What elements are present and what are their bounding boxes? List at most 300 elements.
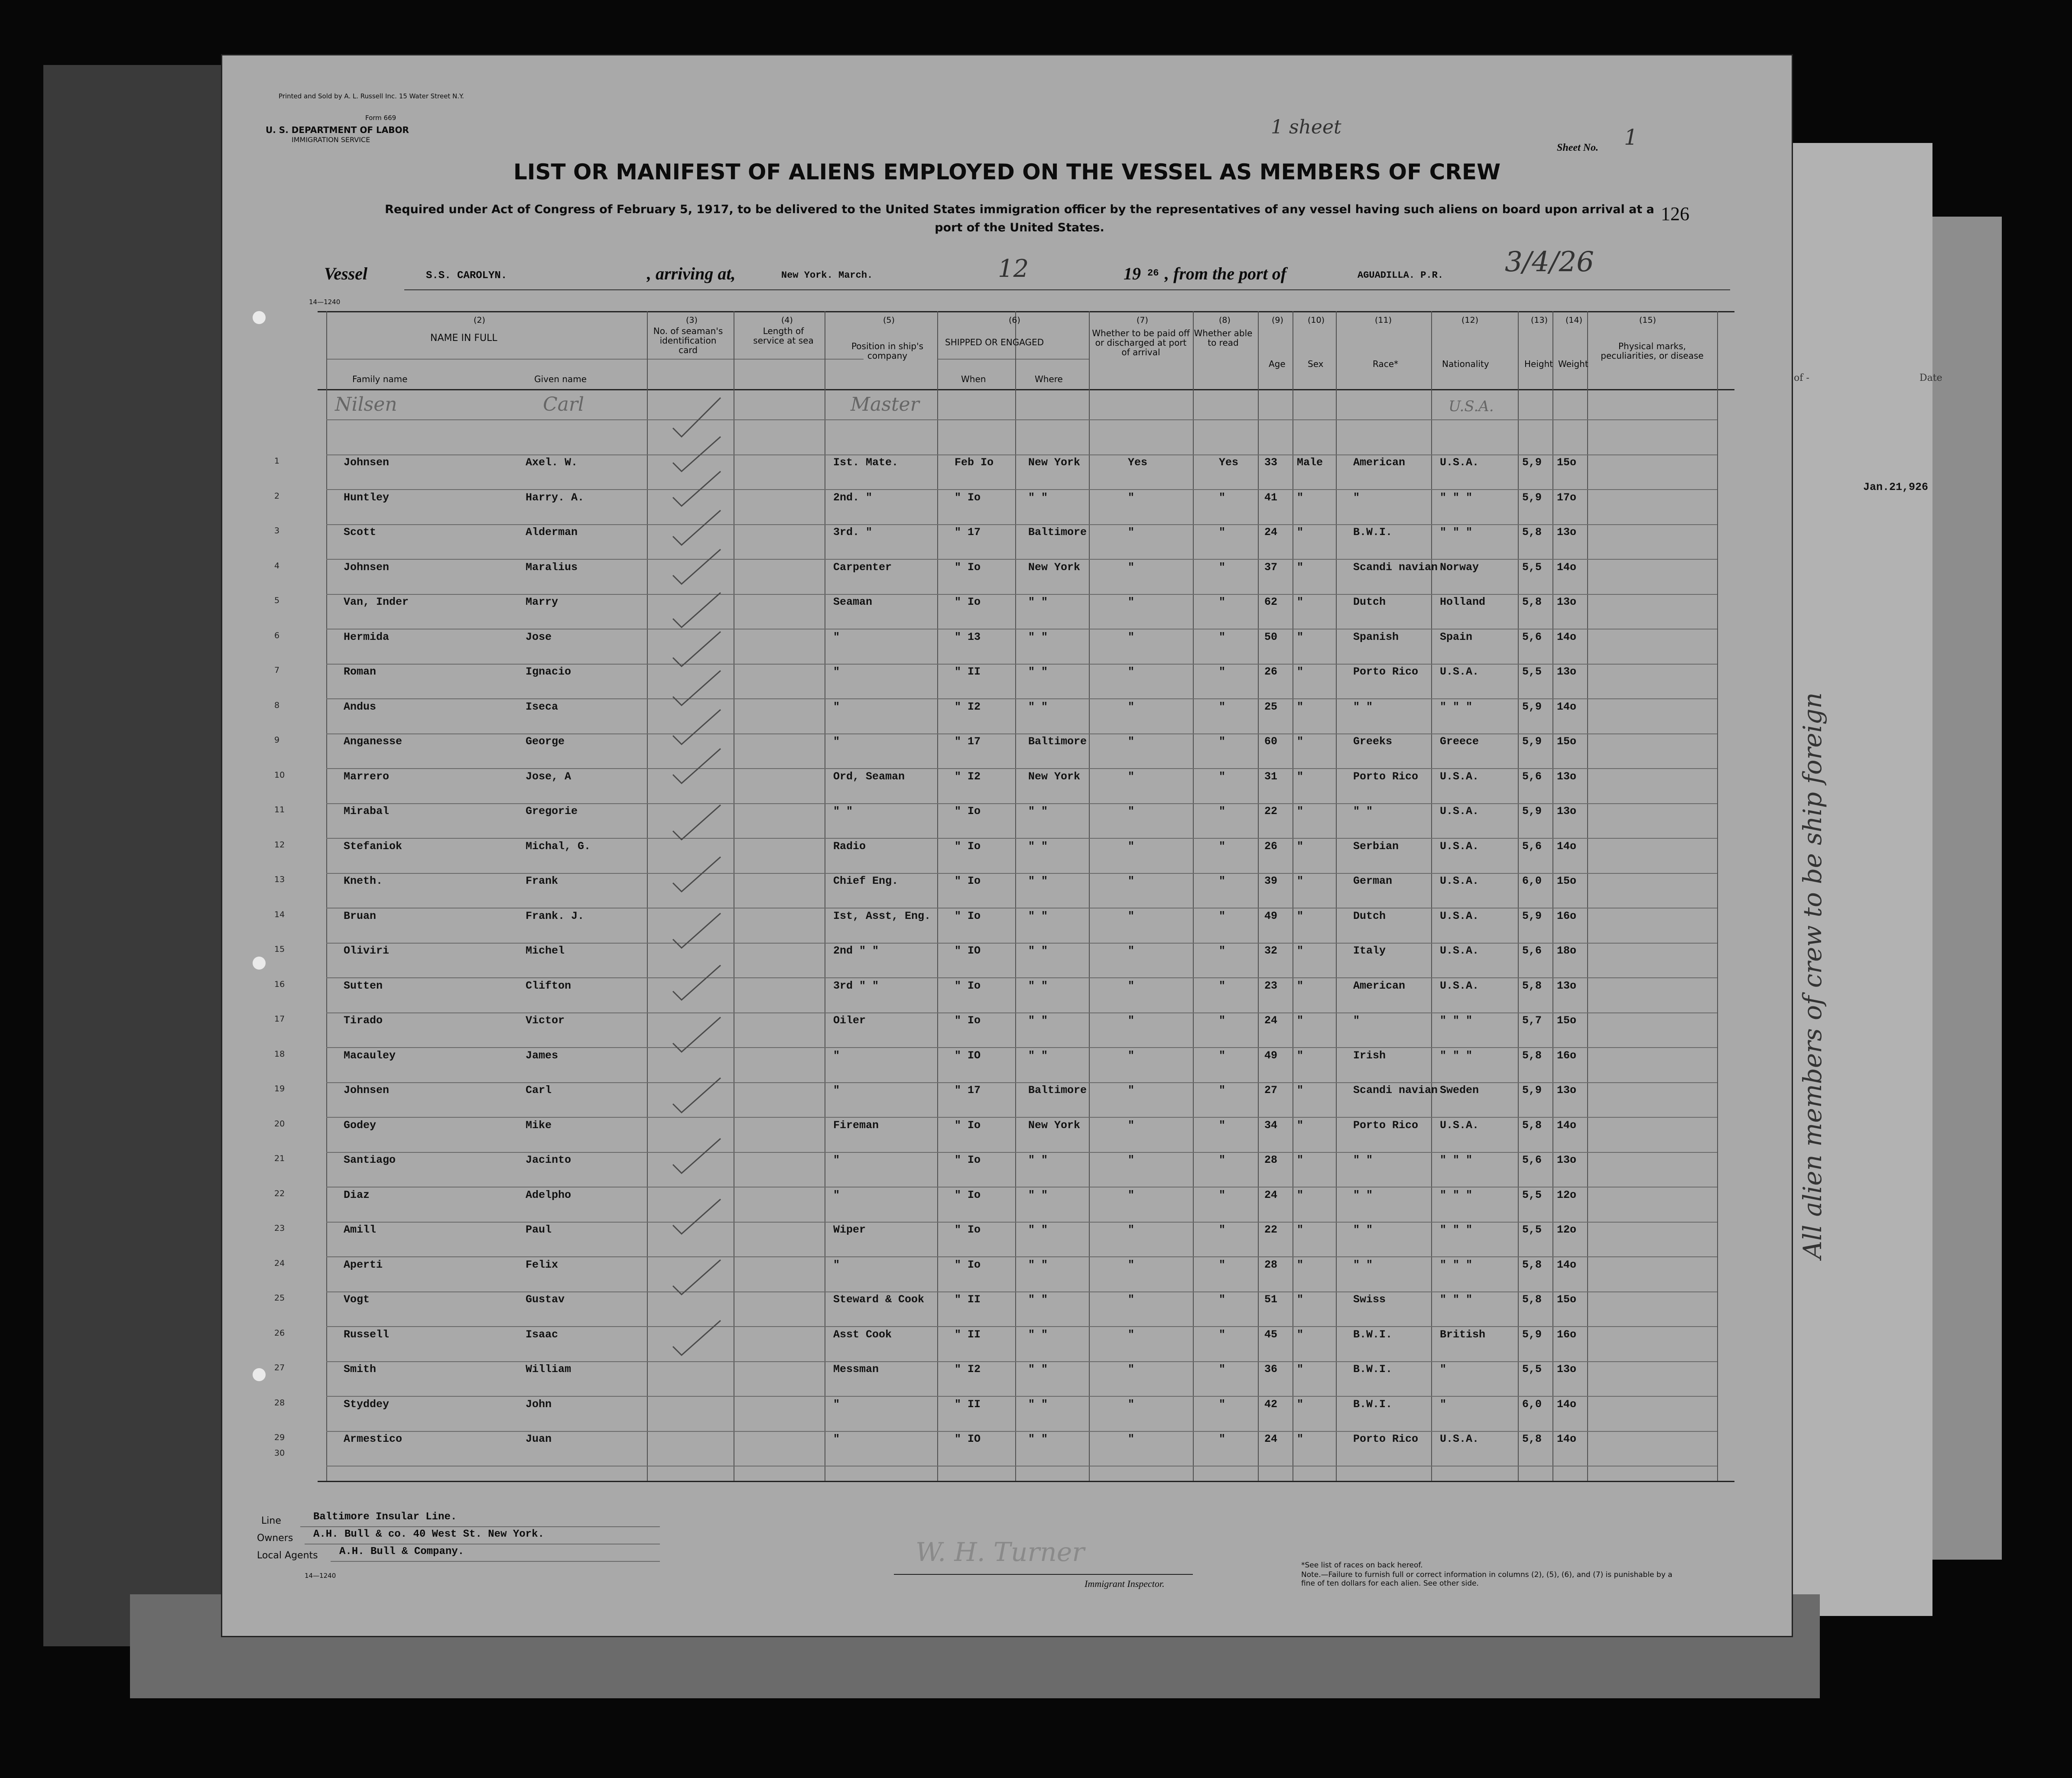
crew-when: " IO — [955, 1049, 981, 1062]
table-row-line — [326, 559, 1717, 560]
crew-read: " — [1219, 596, 1226, 608]
col-7-number: (7) — [1137, 315, 1148, 325]
crew-position: Steward & Cook — [833, 1293, 925, 1306]
crew-sex: " — [1297, 631, 1304, 643]
crew-family: Kneth. — [344, 875, 383, 887]
crew-age: 22 — [1264, 1223, 1278, 1236]
crew-when: " Io — [955, 1189, 981, 1201]
crew-when: " I2 — [955, 1363, 981, 1376]
crew-where: " " — [1028, 665, 1048, 678]
crew-height: 5,6 — [1522, 944, 1542, 957]
crew-position: Seaman — [833, 596, 873, 608]
col-5-header: Position in ship's company — [851, 341, 924, 361]
crew-when: " II — [955, 1398, 981, 1411]
table-row-line — [326, 1082, 1717, 1083]
line-underline — [300, 1526, 660, 1527]
crew-when: " Io — [955, 1223, 981, 1236]
crew-family: Johnsen — [344, 561, 390, 574]
crew-sex: Male — [1297, 456, 1323, 469]
col-13-number: (13) — [1531, 315, 1548, 325]
crew-position: " — [833, 631, 840, 643]
col-5-number: (5) — [883, 315, 895, 325]
crew-paid: " — [1128, 665, 1135, 678]
crew-sex: " — [1297, 980, 1304, 992]
crew-race: " " — [1353, 1189, 1373, 1201]
crew-paid: " — [1128, 596, 1135, 608]
col-15-header: Physical marks, peculiarities, or disease — [1601, 341, 1704, 361]
crew-paid: " — [1128, 1014, 1135, 1027]
table-column-line — [937, 311, 938, 1481]
crew-when: " Io — [955, 1154, 981, 1166]
crew-sex: " — [1297, 1049, 1304, 1062]
col-2-header: NAME IN FULL — [430, 333, 497, 344]
crew-height: 5,7 — [1522, 1014, 1542, 1027]
crew-race: B.W.I. — [1353, 1328, 1393, 1341]
crew-given: Mike — [526, 1119, 552, 1132]
crew-race: Greeks — [1353, 735, 1393, 748]
crew-position: 2nd " " — [833, 944, 879, 957]
crew-family: Armestico — [344, 1433, 403, 1445]
crew-family: Anganesse — [344, 735, 403, 748]
crew-nat: " " " — [1440, 1049, 1473, 1062]
table-row-line — [326, 1256, 1717, 1257]
service: IMMIGRATION SERVICE — [292, 136, 370, 144]
table-column-line — [1518, 311, 1519, 1481]
crew-given: Axel. W. — [526, 456, 578, 469]
crew-where: " " — [1028, 875, 1048, 887]
crew-sex: " — [1297, 491, 1304, 504]
crew-sex: " — [1297, 1328, 1304, 1341]
crew-weight: 12o — [1557, 1223, 1577, 1236]
col-12-header: Nationality — [1442, 359, 1489, 369]
table-row-line — [326, 1222, 1717, 1223]
table-row-line — [326, 1361, 1717, 1362]
crew-when: " I2 — [955, 701, 981, 713]
crew-age: 32 — [1264, 944, 1278, 957]
crew-weight: 13o — [1557, 805, 1577, 818]
crew-height: 5,9 — [1522, 910, 1542, 922]
crew-family: Bruan — [344, 910, 377, 922]
row-number: 8 — [274, 701, 280, 710]
crew-position: " — [833, 665, 840, 678]
crew-sex: " — [1297, 805, 1304, 818]
col-4-number: (4) — [781, 315, 793, 325]
crew-when: " 17 — [955, 1084, 981, 1097]
line-value: Baltimore Insular Line. — [313, 1511, 457, 1523]
crew-height: 5,8 — [1522, 980, 1542, 992]
crew-where: " " — [1028, 1154, 1048, 1166]
crew-sex: " — [1297, 910, 1304, 922]
col-3-number: (3) — [686, 315, 698, 325]
col-4-header: Length of service at sea — [753, 326, 814, 346]
crew-read: " — [1219, 701, 1226, 713]
crew-given: Iseca — [526, 701, 559, 713]
department: U. S. DEPARTMENT OF LABOR — [266, 125, 409, 135]
crew-when: " II — [955, 1328, 981, 1341]
crew-race: Swiss — [1353, 1293, 1386, 1306]
handwritten-sheet-count: 1 sheet — [1271, 116, 1341, 138]
crew-read: " — [1219, 840, 1226, 853]
crew-nat: Sweden — [1440, 1084, 1479, 1097]
crew-where: " " — [1028, 596, 1048, 608]
table-column-line — [1717, 311, 1718, 1481]
crew-age: 28 — [1264, 1154, 1278, 1166]
col-6-header: SHIPPED OR ENGAGED — [945, 337, 1044, 347]
crew-nat: U.S.A. — [1440, 1119, 1479, 1132]
crew-position: 3rd " " — [833, 980, 879, 992]
crew-sex: " — [1297, 1189, 1304, 1201]
crew-race: " " — [1353, 701, 1373, 713]
crew-weight: 16o — [1557, 910, 1577, 922]
crew-given: John — [526, 1398, 552, 1411]
crew-sex: " — [1297, 526, 1304, 539]
crew-age: 39 — [1264, 875, 1278, 887]
line-label: Line — [261, 1515, 281, 1526]
agents-value: A.H. Bull & Company. — [339, 1546, 464, 1557]
crew-height: 5,9 — [1522, 1328, 1542, 1341]
crew-position: 2nd. " — [833, 491, 873, 504]
crew-weight: 14o — [1557, 561, 1577, 574]
crew-age: 23 — [1264, 980, 1278, 992]
crew-read: " — [1219, 1084, 1226, 1097]
crew-paid: " — [1128, 1363, 1135, 1376]
crew-age: 41 — [1264, 491, 1278, 504]
crew-race: " " — [1353, 805, 1373, 818]
crew-given: Gustav — [526, 1293, 565, 1306]
col-10-header: Sex — [1308, 359, 1324, 369]
row-number: 2 — [274, 491, 280, 501]
crew-weight: 15o — [1557, 1014, 1577, 1027]
crew-family: Macauley — [344, 1049, 396, 1062]
row-number: 16 — [274, 980, 285, 989]
crew-position: 3rd. " — [833, 526, 873, 539]
crew-position: " — [833, 701, 840, 713]
crew-height: 5,8 — [1522, 1049, 1542, 1062]
row-number-30: 30 — [274, 1448, 285, 1458]
crew-position: " — [833, 1084, 840, 1097]
crew-family: Roman — [344, 665, 377, 678]
inspector-label: Immigrant Inspector. — [1085, 1578, 1165, 1589]
row-number: 14 — [274, 910, 285, 919]
crew-sex: " — [1297, 701, 1304, 713]
row-number: 1 — [274, 456, 280, 466]
crew-position: Messman — [833, 1363, 879, 1376]
master-family-name: Nilsen — [335, 393, 397, 415]
table-row-line — [326, 977, 1717, 978]
crew-when: " 17 — [955, 526, 981, 539]
crew-position: " — [833, 1433, 840, 1445]
crew-where: New York — [1028, 561, 1081, 574]
crew-nat: " " " — [1440, 1223, 1473, 1236]
crew-nat: " " " — [1440, 491, 1473, 504]
crew-where: " " — [1028, 1049, 1048, 1062]
crew-when: " Io — [955, 980, 981, 992]
crew-weight: 18o — [1557, 944, 1577, 957]
crew-where: " " — [1028, 701, 1048, 713]
crew-where: " " — [1028, 910, 1048, 922]
crew-read: " — [1219, 944, 1226, 957]
crew-weight: 13o — [1557, 1363, 1577, 1376]
table-row-line — [326, 768, 1717, 769]
crew-paid: " — [1128, 840, 1135, 853]
crew-weight: 14o — [1557, 701, 1577, 713]
crew-age: 24 — [1264, 1189, 1278, 1201]
crew-family: Marrero — [344, 770, 390, 783]
crew-paid: " — [1128, 1259, 1135, 1271]
crew-nat: U.S.A. — [1440, 944, 1479, 957]
crew-height: 5,5 — [1522, 665, 1542, 678]
table-header-border — [318, 389, 1734, 390]
manifest-page — [221, 54, 1827, 1637]
crew-read: " — [1219, 1363, 1226, 1376]
crew-weight: 15o — [1557, 735, 1577, 748]
crew-family: Godey — [344, 1119, 377, 1132]
arrival-day: 12 — [998, 255, 1029, 283]
sheet-number-value: 1 — [1624, 125, 1638, 150]
crew-given: Isaac — [526, 1328, 559, 1341]
crew-height: 6,0 — [1522, 875, 1542, 887]
table-row-line — [326, 943, 1717, 944]
crew-read: " — [1219, 910, 1226, 922]
row-number: 11 — [274, 805, 285, 814]
crew-race: Serbian — [1353, 840, 1399, 853]
col-14-number: (14) — [1565, 315, 1583, 325]
crew-age: 36 — [1264, 1363, 1278, 1376]
crew-race: American — [1353, 456, 1406, 469]
row-number: 22 — [274, 1189, 285, 1198]
crew-weight: 16o — [1557, 1049, 1577, 1062]
row-number: 23 — [274, 1223, 285, 1233]
row-number: 21 — [274, 1154, 285, 1163]
crew-sex: " — [1297, 1293, 1304, 1306]
crew-nat: " " " — [1440, 1259, 1473, 1271]
row-number: 12 — [274, 840, 285, 850]
table-row-line — [326, 1152, 1717, 1153]
given-name-header: Given name — [534, 374, 587, 384]
crew-age: 60 — [1264, 735, 1278, 748]
year-prefix: 19 — [1124, 264, 1141, 283]
crew-height: 5,8 — [1522, 596, 1542, 608]
crew-weight: 13o — [1557, 596, 1577, 608]
crew-given: Frank. J. — [526, 910, 585, 922]
crew-where: New York — [1028, 770, 1081, 783]
crew-where: " " — [1028, 1259, 1048, 1271]
id-card-checkmarks — [656, 393, 742, 1424]
crew-given: Felix — [526, 1259, 559, 1271]
from-port-label: , from the port of — [1165, 264, 1287, 283]
crew-height: 5,9 — [1522, 805, 1542, 818]
crew-where: " " — [1028, 1293, 1048, 1306]
crew-given: Maralius — [526, 561, 578, 574]
inspector-line — [894, 1574, 1193, 1575]
crew-age: 24 — [1264, 526, 1278, 539]
crew-age: 33 — [1264, 456, 1278, 469]
row-number: 13 — [274, 875, 285, 884]
crew-age: 24 — [1264, 1433, 1278, 1445]
crew-given: Ignacio — [526, 665, 572, 678]
crew-weight: 14o — [1557, 840, 1577, 853]
crew-position: Carpenter — [833, 561, 892, 574]
table-row-line — [326, 1326, 1717, 1327]
form-code: 14—1240 — [309, 298, 341, 306]
crew-nat: Holland — [1440, 596, 1486, 608]
crew-given: William — [526, 1363, 572, 1376]
crew-family: Stefaniok — [344, 840, 403, 853]
right-sheet-date-header: Date — [1919, 373, 1942, 383]
crew-when: Feb Io — [955, 456, 994, 469]
crew-where: " " — [1028, 631, 1048, 643]
crew-given: Jose, A — [526, 770, 572, 783]
crew-race: Scandi navian — [1353, 1084, 1438, 1097]
crew-weight: 15o — [1557, 875, 1577, 887]
crew-when: " Io — [955, 875, 981, 887]
crew-sex: " — [1297, 1363, 1304, 1376]
crew-where: New York — [1028, 1119, 1081, 1132]
crew-sex: " — [1297, 1223, 1304, 1236]
crew-sex: " — [1297, 875, 1304, 887]
crew-family: Amill — [344, 1223, 377, 1236]
crew-paid: " — [1128, 910, 1135, 922]
crew-nat: U.S.A. — [1440, 980, 1479, 992]
crew-where: " " — [1028, 805, 1048, 818]
col-3-header: No. of seaman's identification card — [653, 326, 723, 355]
crew-race: Dutch — [1353, 596, 1386, 608]
shipped-subheader-line — [937, 359, 1089, 360]
crew-read: " — [1219, 491, 1226, 504]
crew-nat: U.S.A. — [1440, 805, 1479, 818]
table-row-line — [326, 454, 1717, 455]
crew-read: " — [1219, 631, 1226, 643]
crew-given: George — [526, 735, 565, 748]
master-nationality: U.S.A. — [1448, 398, 1494, 415]
year-suffix: 26 — [1147, 268, 1159, 279]
crew-nat: " " " — [1440, 526, 1473, 539]
col-10-number: (10) — [1308, 315, 1325, 325]
crew-nat: " " " — [1440, 1189, 1473, 1201]
crew-family: Smith — [344, 1363, 377, 1376]
col-11-number: (11) — [1375, 315, 1392, 325]
crew-position: Ist, Asst, Eng. — [833, 910, 931, 922]
crew-given: Clifton — [526, 980, 572, 992]
crew-read: " — [1219, 1014, 1226, 1027]
crew-age: 31 — [1264, 770, 1278, 783]
row-number: 29 — [274, 1433, 285, 1442]
row-number: 4 — [274, 561, 280, 571]
crew-read: " — [1219, 1189, 1226, 1201]
crew-nat: U.S.A. — [1440, 910, 1479, 922]
inspector-signature: W. H. Turner — [916, 1537, 1085, 1567]
printer-line: Printed and Sold by A. L. Russell Inc. 15 Water Street N.Y. — [279, 92, 464, 100]
crew-when: " Io — [955, 910, 981, 922]
crew-paid: " — [1128, 944, 1135, 957]
crew-where: " " — [1028, 1014, 1048, 1027]
table-row-line — [326, 803, 1717, 804]
page-subtitle: Required under Act of Congress of February 5, 1917, to be delivered to the United States immigration officer by the representatives of any vessel having such aliens on board upon arrival at a port of the United States. — [385, 203, 1654, 234]
crew-height: 5,9 — [1522, 1084, 1542, 1097]
right-sheet-date: Jan.21,926 — [1863, 481, 1929, 493]
handwritten-date: 3/4/26 — [1505, 246, 1594, 278]
crew-race: Porto Rico — [1353, 1433, 1419, 1445]
crew-given: Michal, G. — [526, 840, 591, 853]
table-row-line — [326, 419, 1717, 420]
crew-where: " " — [1028, 1189, 1048, 1201]
crew-height: 5,9 — [1522, 735, 1542, 748]
crew-weight: 13o — [1557, 980, 1577, 992]
crew-paid: " — [1128, 805, 1135, 818]
crew-when: " Io — [955, 840, 981, 853]
crew-read: " — [1219, 665, 1226, 678]
crew-when: " II — [955, 665, 981, 678]
crew-paid: " — [1128, 770, 1135, 783]
crew-read: " — [1219, 1433, 1226, 1445]
table-row-line — [326, 733, 1717, 734]
crew-age: 45 — [1264, 1328, 1278, 1341]
crew-race: American — [1353, 980, 1406, 992]
row-number: 26 — [274, 1328, 285, 1338]
crew-given: Frank — [526, 875, 559, 887]
crew-given: Carl — [526, 1084, 552, 1097]
crew-nat: Norway — [1440, 561, 1479, 574]
crew-race: " " — [1353, 1223, 1373, 1236]
crew-where: " " — [1028, 491, 1048, 504]
agents-label: Local Agents — [257, 1550, 318, 1561]
crew-race: Porto Rico — [1353, 770, 1419, 783]
crew-sex: " — [1297, 596, 1304, 608]
crew-position: Chief Eng. — [833, 875, 899, 887]
crew-age: 49 — [1264, 910, 1278, 922]
crew-paid: " — [1128, 1119, 1135, 1132]
crew-where: " " — [1028, 1223, 1048, 1236]
crew-where: " " — [1028, 840, 1048, 853]
crew-age: 27 — [1264, 1084, 1278, 1097]
crew-weight: 14o — [1557, 1259, 1577, 1271]
crew-race: Porto Rico — [1353, 665, 1419, 678]
crew-read: " — [1219, 1223, 1226, 1236]
crew-race: Italy — [1353, 944, 1386, 957]
where-header: Where — [1035, 374, 1063, 384]
crew-given: Jose — [526, 631, 552, 643]
crew-nat: U.S.A. — [1440, 456, 1479, 469]
table-row-line — [326, 1466, 1717, 1467]
crew-race: German — [1353, 875, 1393, 887]
crew-position: Asst Cook — [833, 1328, 892, 1341]
master-given-name: Carl — [543, 393, 585, 415]
table-row-line — [326, 1431, 1717, 1432]
crew-read: Yes — [1219, 456, 1239, 469]
crew-paid: " — [1128, 1084, 1135, 1097]
crew-when: " IO — [955, 1433, 981, 1445]
crew-sex: " — [1297, 1398, 1304, 1411]
crew-race: Irish — [1353, 1049, 1386, 1062]
crew-paid: " — [1128, 1398, 1135, 1411]
crew-race: " " — [1353, 1259, 1373, 1271]
crew-height: 5,8 — [1522, 1259, 1542, 1271]
col-8-header: Whether able to read — [1194, 328, 1253, 348]
col-8-number: (8) — [1219, 315, 1231, 325]
crew-weight: 14o — [1557, 1433, 1577, 1445]
crew-family: Hermida — [344, 631, 390, 643]
crew-sex: " — [1297, 840, 1304, 853]
table-column-line — [1336, 311, 1337, 1481]
crew-given: James — [526, 1049, 559, 1062]
crew-weight: 13o — [1557, 770, 1577, 783]
row-number: 3 — [274, 526, 280, 535]
crew-age: 50 — [1264, 631, 1278, 643]
crew-age: 37 — [1264, 561, 1278, 574]
page-title: LIST OR MANIFEST OF ALIENS EMPLOYED ON THE VESSEL AS MEMBERS OF CREW — [513, 159, 1501, 185]
crew-family: Van, Inder — [344, 596, 409, 608]
row-number: 19 — [274, 1084, 285, 1093]
